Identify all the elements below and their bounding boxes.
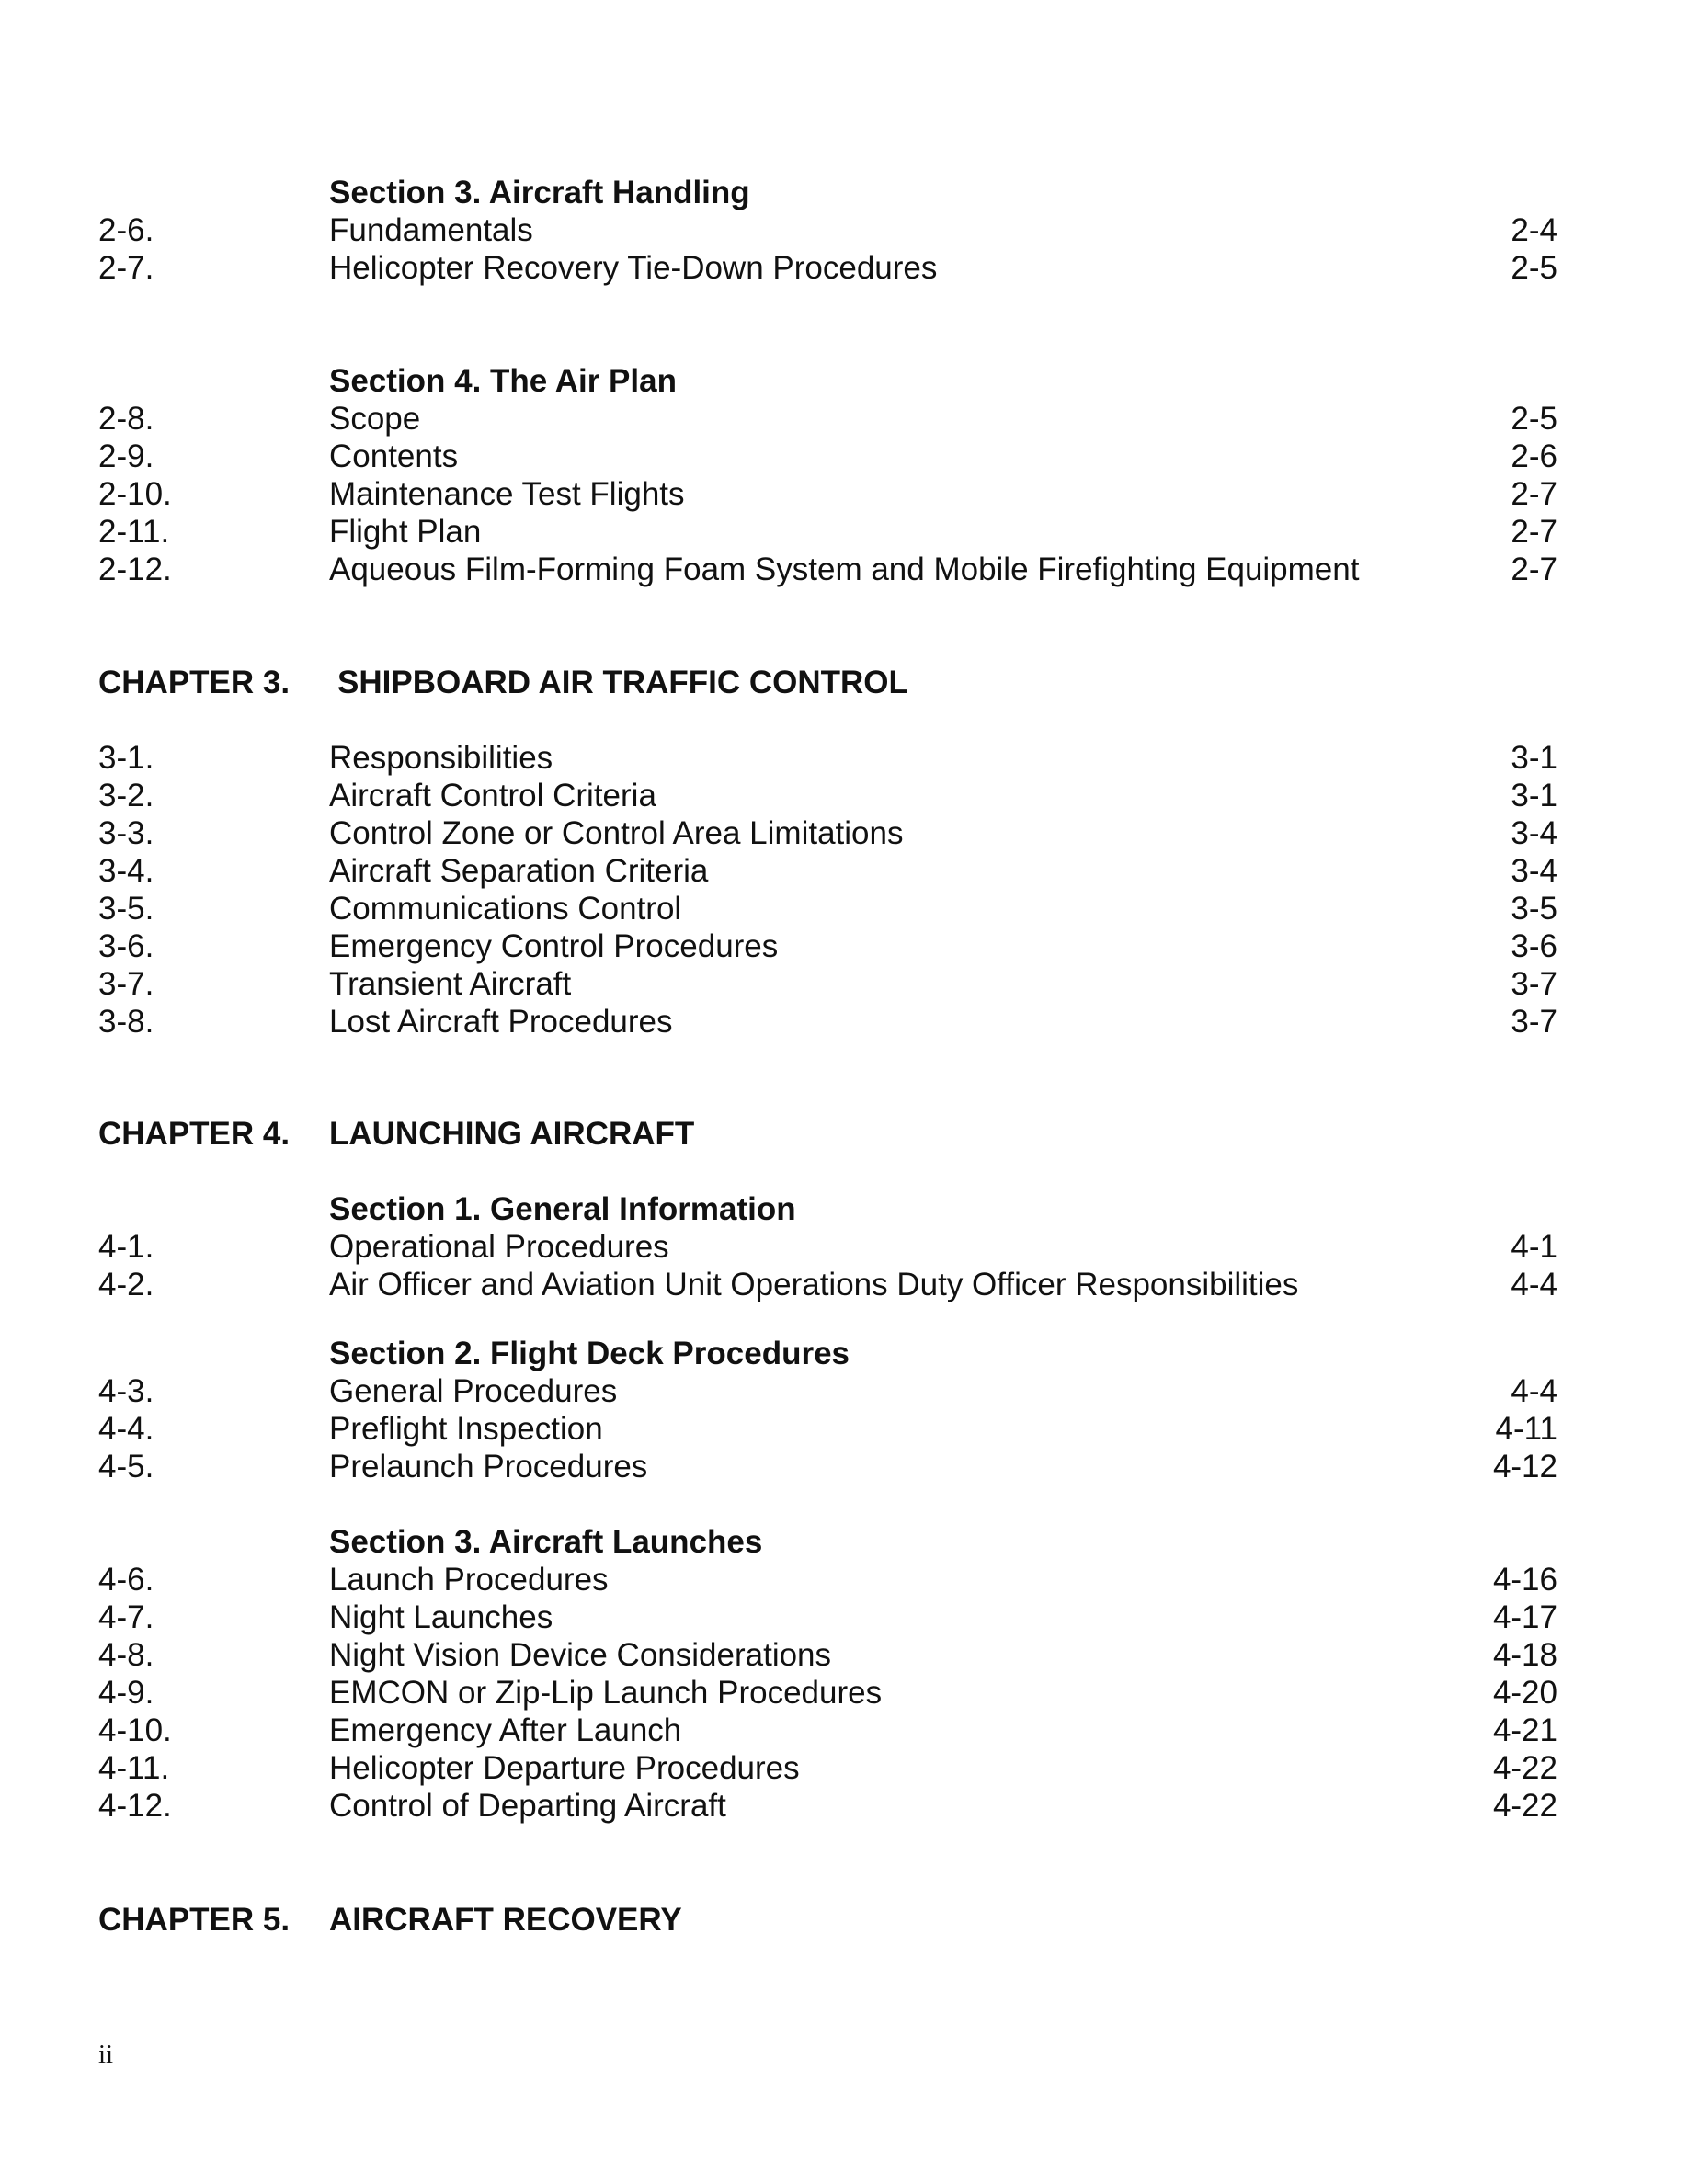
toc-entry-title: Emergency Control Procedures [329,928,779,964]
toc-entry-page: 2-7 [1511,552,1557,587]
toc-entry-page: 3-4 [1511,815,1557,851]
toc-entry-page: 2-5 [1511,401,1557,437]
toc-entry-page: 4-4 [1511,1373,1557,1409]
toc-entry[interactable] [98,1598,1557,1636]
section-heading-text: Section 3. Aircraft Handling [329,175,750,210]
toc-entry-title: Air Officer and Aviation Unit Operations Duty Officer Responsibilities [329,1267,1299,1302]
toc-entry-page: 4-20 [1492,1675,1557,1711]
toc-entry-page: 3-1 [1511,740,1557,776]
toc-entry-number: 2-12. [98,552,172,587]
chapter-title: AIRCRAFT RECOVERY [329,1902,682,1938]
toc-entry[interactable] [98,1228,1557,1266]
toc-entry[interactable] [98,513,1557,551]
toc-entry[interactable] [98,475,1557,513]
toc-entry-number: 2-7. [98,250,154,286]
toc-entry-number: 4-8. [98,1637,154,1673]
toc-entry[interactable] [98,1448,1557,1485]
toc-entry-page: 3-7 [1511,1004,1557,1040]
toc-entry[interactable] [98,1561,1557,1598]
toc-entry-title: Responsibilities [329,740,553,776]
toc-entry-number: 4-1. [98,1229,154,1265]
toc-entry-title: General Procedures [329,1373,618,1409]
toc-entry-number: 4-4. [98,1411,154,1447]
toc-entry-title: Maintenance Test Flights [329,476,685,512]
toc-entry-number: 2-11. [98,514,170,550]
toc-entry[interactable] [98,1372,1557,1410]
toc-entry[interactable] [98,852,1557,890]
toc-entry-number: 4-7. [98,1599,154,1635]
toc-entry-number: 2-10. [98,476,172,512]
toc-entry-page: 3-7 [1511,966,1557,1002]
toc-entry-number: 4-5. [98,1449,154,1484]
toc-entry-page: 2-4 [1511,212,1557,248]
toc-entry[interactable] [98,739,1557,777]
toc-entry-number: 2-9. [98,438,154,474]
toc-entry-title: EMCON or Zip-Lip Launch Procedures [329,1675,883,1711]
toc-entry-number: 4-6. [98,1562,154,1598]
chapter-heading[interactable] [98,664,1557,701]
toc-entry[interactable] [98,890,1557,927]
toc-entry-page: 3-6 [1511,928,1557,964]
toc-entry-number: 2-8. [98,401,154,437]
toc-entry[interactable] [98,438,1557,475]
toc-entry-title: Control Zone or Control Area Limitations [329,815,904,851]
toc-entry[interactable] [98,927,1557,965]
toc-entry-title: Scope [329,401,421,437]
toc-entry-title: Communications Control [329,891,682,927]
chapter-number: CHAPTER 3. [98,665,291,700]
toc-entry-title: Aircraft Control Criteria [329,778,656,813]
toc-entry-page: 2-5 [1511,250,1557,286]
toc-entry-page: 4-1 [1511,1229,1557,1265]
toc-entry[interactable] [98,1410,1557,1448]
toc-entry-page: 4-22 [1492,1788,1557,1824]
toc-entry-number: 4-12. [98,1788,172,1824]
toc-entry-number: 3-1. [98,740,154,776]
toc-entry-title: Flight Plan [329,514,482,550]
toc-entry[interactable] [98,965,1557,1003]
toc-entry-page: 2-7 [1511,514,1557,550]
section-heading [98,1335,1557,1372]
toc-entry-title: Night Launches [329,1599,553,1635]
toc-entry[interactable] [98,249,1557,287]
toc-entry[interactable] [98,1749,1557,1787]
toc-entry-number: 4-10. [98,1712,172,1748]
chapter-title: SHIPBOARD AIR TRAFFIC CONTROL [337,665,908,700]
toc-entry-page: 4-17 [1492,1599,1557,1635]
toc-entry[interactable] [98,1674,1557,1712]
toc-entry-title: Lost Aircraft Procedures [329,1004,673,1040]
chapter-heading[interactable] [98,1115,1557,1153]
chapter-number: CHAPTER 4. [98,1116,291,1152]
toc-entry-number: 4-2. [98,1267,154,1302]
toc-entry-number: 3-2. [98,778,154,813]
page-folio: ii [98,2040,114,2069]
toc-entry[interactable] [98,1003,1557,1041]
toc-entry-page: 3-1 [1511,778,1557,813]
section-heading [98,174,1557,211]
chapter-number: CHAPTER 5. [98,1902,291,1938]
section-heading [98,1190,1557,1228]
toc-entry-number: 3-5. [98,891,154,927]
toc-entry[interactable] [98,400,1557,438]
chapter-title: LAUNCHING AIRCRAFT [329,1116,695,1152]
toc-entry-page: 4-21 [1492,1712,1557,1748]
toc-entry-page: 3-5 [1511,891,1557,927]
toc-entry-title: Night Vision Device Considerations [329,1637,832,1673]
toc-entry-page: 3-4 [1511,853,1557,889]
toc-entry-title: Fundamentals [329,212,533,248]
toc-entry-page: 2-7 [1511,476,1557,512]
section-heading-text: Section 3. Aircraft Launches [329,1524,763,1560]
toc-entry[interactable] [98,777,1557,814]
toc-entry-number: 3-3. [98,815,154,851]
toc-entry-title: Operational Procedures [329,1229,669,1265]
toc-entry-page: 4-12 [1492,1449,1557,1484]
section-heading [98,1523,1557,1561]
toc-entry[interactable] [98,1787,1557,1825]
toc-entry-page: 4-11 [1495,1411,1557,1447]
toc-entry-page: 4-18 [1492,1637,1557,1673]
toc-entry-title: Launch Procedures [329,1562,609,1598]
toc-entry-title: Preflight Inspection [329,1411,603,1447]
toc-entry-number: 4-3. [98,1373,154,1409]
chapter-heading[interactable] [98,1901,1557,1939]
section-heading-text: Section 1. General Information [329,1191,796,1227]
toc-entry-number: 3-4. [98,853,154,889]
toc-entry-title: Emergency After Launch [329,1712,682,1748]
toc-entry[interactable] [98,814,1557,852]
toc-entry-number: 4-11. [98,1750,170,1786]
toc-entry-number: 3-8. [98,1004,154,1040]
toc-entry[interactable] [98,1266,1557,1303]
section-heading-text: Section 4. The Air Plan [329,363,677,399]
toc-entry-page: 2-6 [1511,438,1557,474]
section-heading [98,362,1557,400]
toc-entry-page: 4-4 [1511,1267,1557,1302]
toc-entry-title: Contents [329,438,459,474]
toc-entry-number: 2-6. [98,212,154,248]
toc-entry[interactable] [98,1636,1557,1674]
toc-entry-title: Helicopter Departure Procedures [329,1750,800,1786]
toc-entry-title: Transient Aircraft [329,966,572,1002]
toc-entry-title: Control of Departing Aircraft [329,1788,726,1824]
toc-entry[interactable] [98,211,1557,249]
toc-entry-title: Aircraft Separation Criteria [329,853,709,889]
toc-entry[interactable] [98,551,1557,588]
toc-entry-number: 3-6. [98,928,154,964]
toc-entry-number: 3-7. [98,966,154,1002]
toc-entry-number: 4-9. [98,1675,154,1711]
toc-entry-page: 4-16 [1492,1562,1557,1598]
toc-entry[interactable] [98,1712,1557,1749]
toc-entry-title: Prelaunch Procedures [329,1449,648,1484]
toc-entry-title: Aqueous Film-Forming Foam System and Mobile Firefighting Equipment [329,552,1360,587]
section-heading-text: Section 2. Flight Deck Procedures [329,1336,850,1371]
toc-entry-page: 4-22 [1492,1750,1557,1786]
toc-entry-title: Helicopter Recovery Tie-Down Procedures [329,250,938,286]
